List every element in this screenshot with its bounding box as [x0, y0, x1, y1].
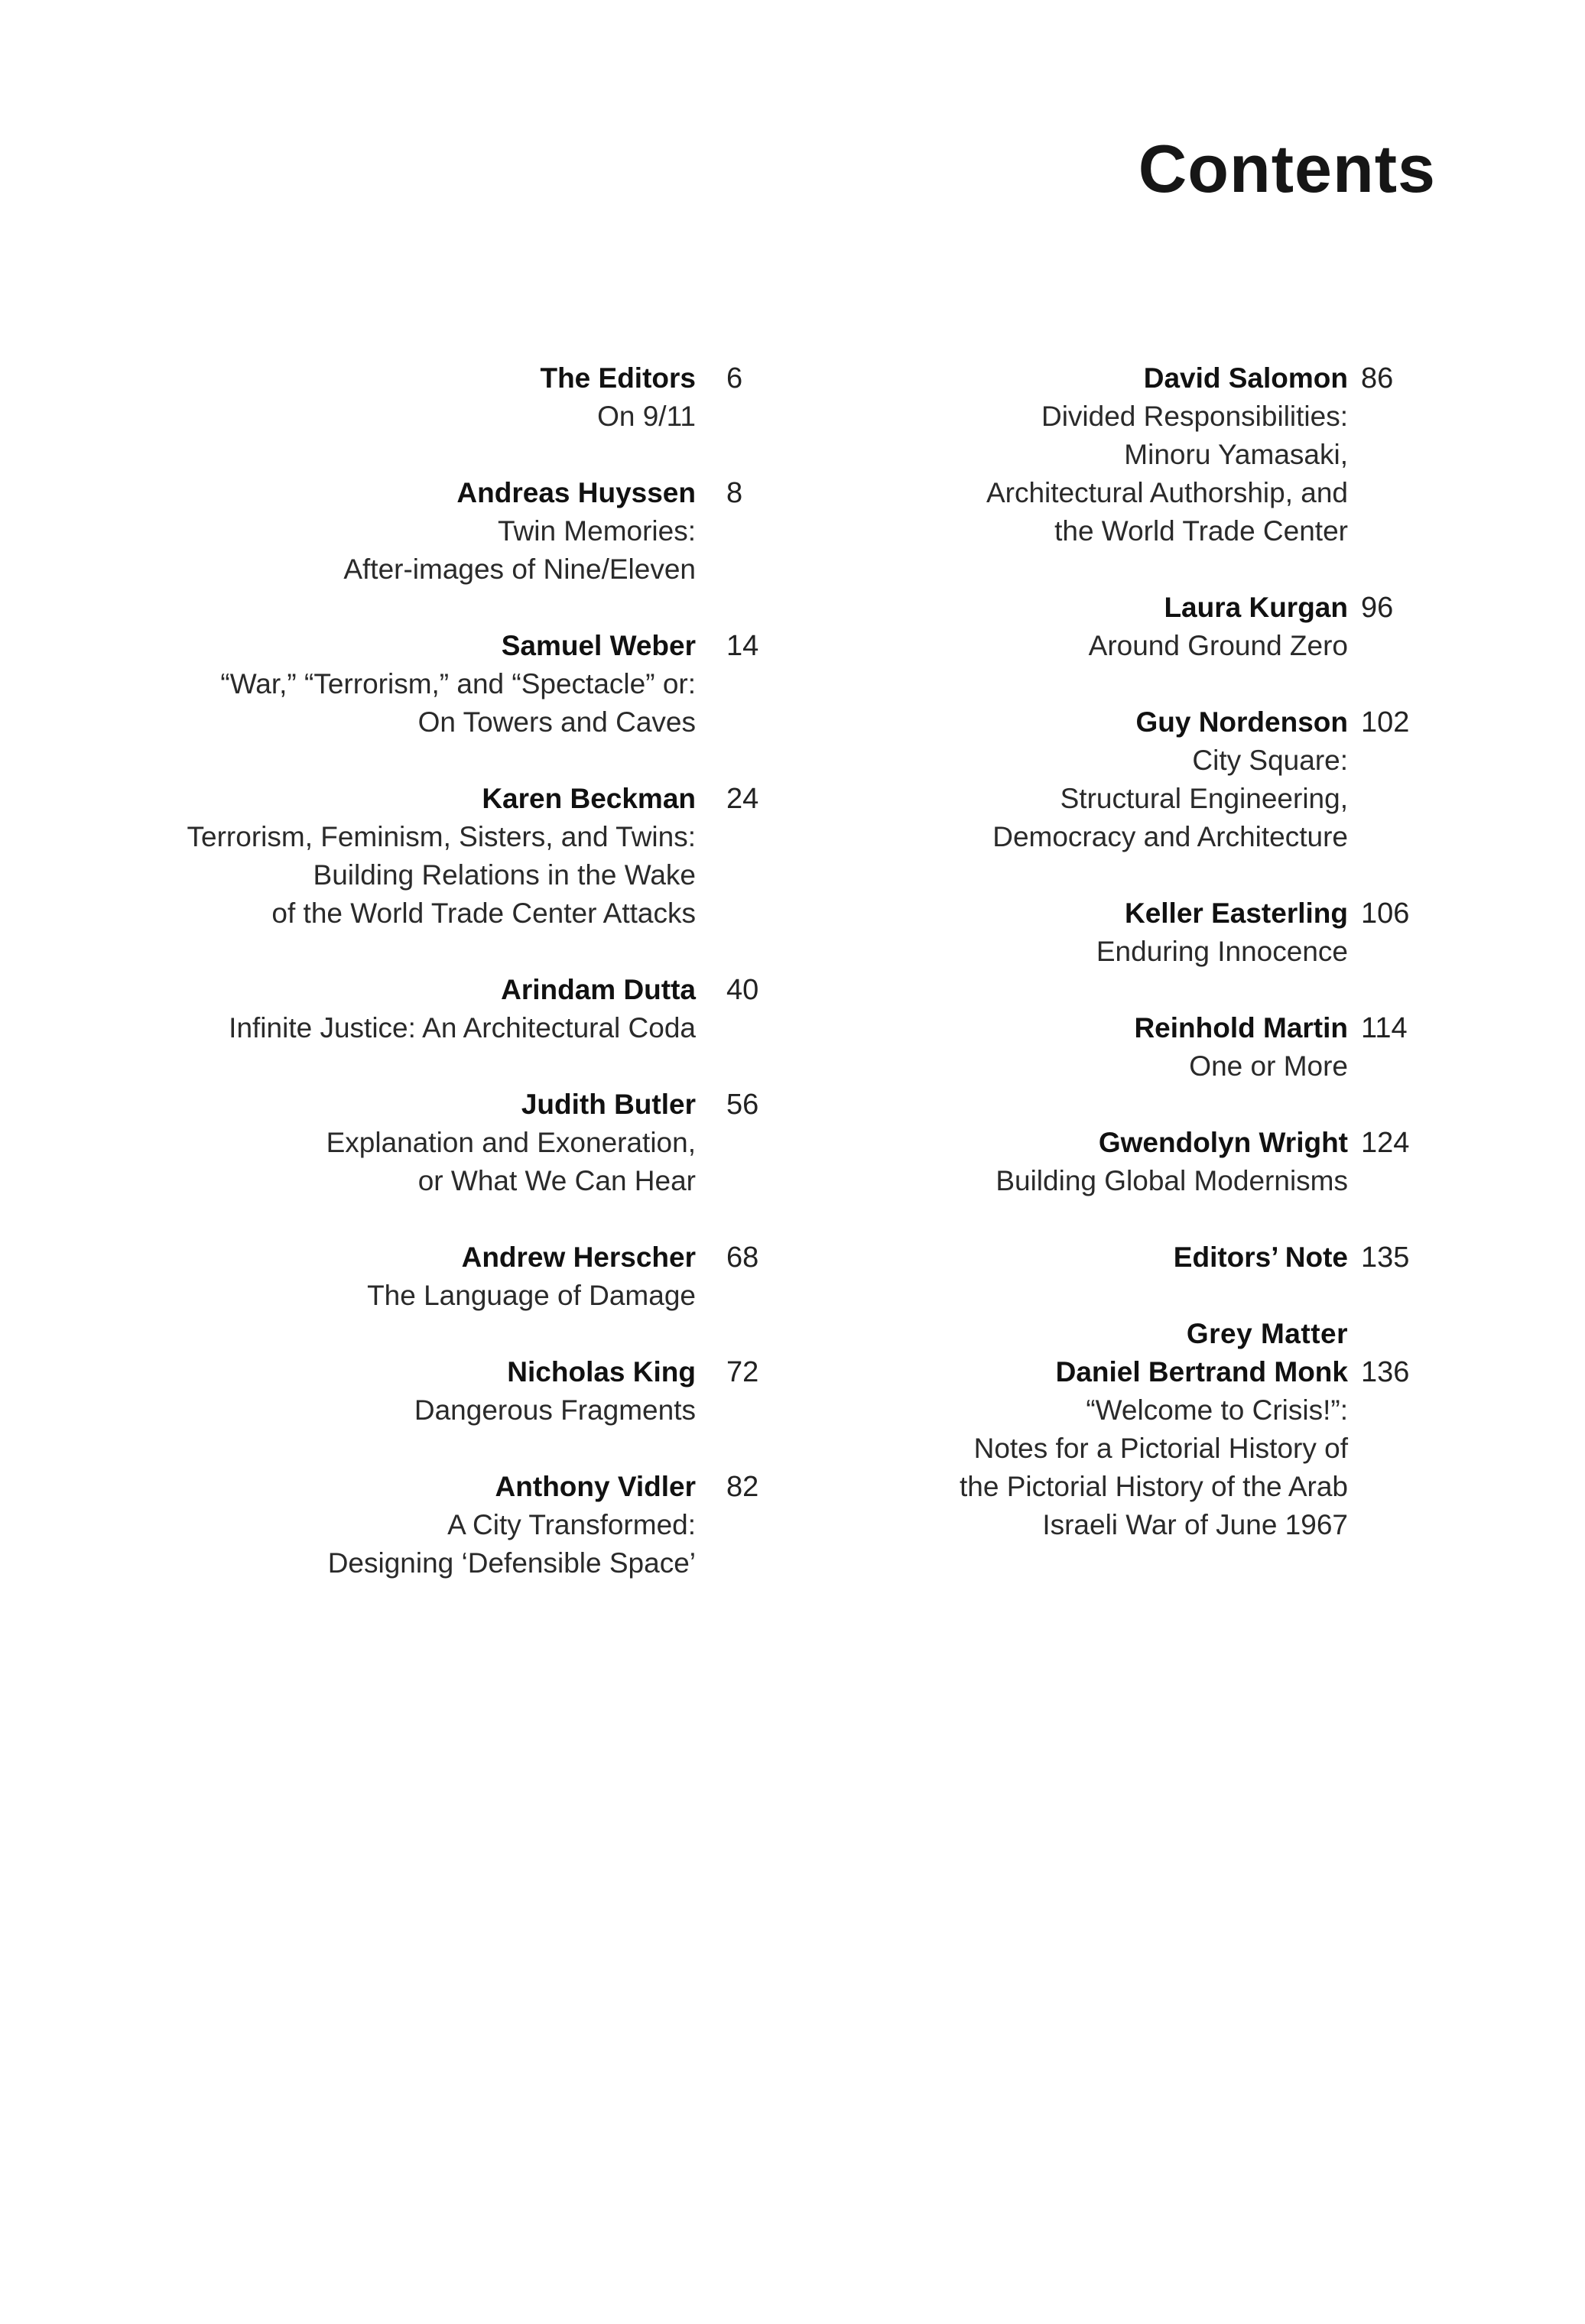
entry-subtitle-line: On Towers and Caves: [417, 706, 696, 738]
entry-author: Andrew Herscher: [461, 1242, 696, 1273]
entry-subtitle-line: Enduring Innocence: [1096, 936, 1348, 967]
entry-subtitle-line: Twin Memories:: [497, 515, 696, 547]
contents-entry: [879, 589, 1460, 665]
entry-text: [879, 589, 1348, 665]
entry-subtitle-line: On 9/11: [597, 401, 696, 432]
entry-subtitle-line: Dangerous Fragments: [414, 1394, 696, 1426]
entry-subtitle-line: “Welcome to Crisis!”:: [1086, 1394, 1348, 1426]
entry-text: [879, 359, 1348, 550]
entry-subtitle-line: of the World Trade Center Attacks: [271, 897, 696, 929]
contents-left-column: [76, 359, 765, 1621]
contents-entry: [879, 703, 1460, 856]
entry-page-number: 56: [726, 1089, 759, 1121]
entry-subtitle-line: “War,” “Terrorism,” and “Spectacle” or:: [220, 668, 696, 699]
entry-author: The Editors: [540, 362, 696, 394]
entry-page-number: 40: [726, 974, 759, 1006]
entry-author: Daniel Bertrand Monk: [1055, 1356, 1348, 1388]
entry-subtitle-line: Infinite Justice: An Architectural Coda: [229, 1012, 696, 1044]
entry-subtitle-line: City Square:: [1192, 745, 1348, 776]
entry-subtitle-line: Israeli War of June 1967: [1042, 1509, 1348, 1540]
entry-author: Editors’ Note: [1173, 1242, 1348, 1273]
entry-author: Samuel Weber: [501, 630, 696, 661]
entry-author: Guy Nordenson: [1135, 706, 1348, 738]
entry-subtitle-line: the World Trade Center: [1054, 515, 1348, 547]
entry-subtitle-line: Building Global Modernisms: [995, 1165, 1348, 1196]
entry-page-number: 135: [1361, 1242, 1410, 1274]
contents-entry: [76, 359, 765, 436]
entry-page-number: 6: [726, 362, 743, 394]
contents-entry: [879, 1238, 1460, 1277]
entry-page-number: 106: [1361, 897, 1410, 930]
entry-page-number: 68: [726, 1242, 759, 1274]
entry-page-number: 72: [726, 1356, 759, 1388]
entry-text: [879, 1315, 1348, 1544]
entry-text: [879, 1124, 1348, 1200]
entry-text: [879, 894, 1348, 971]
entry-subtitle-line: Building Relations in the Wake: [313, 859, 696, 891]
contents-entry: [879, 1124, 1460, 1200]
entry-page-number: 86: [1361, 362, 1394, 394]
entry-text: [879, 1009, 1348, 1086]
series-label: Grey Matter: [1186, 1318, 1348, 1349]
entry-subtitle-line: Explanation and Exoneration,: [326, 1127, 696, 1158]
entry-author: Judith Butler: [521, 1089, 696, 1120]
contents-entry: [76, 1238, 765, 1315]
contents-right-column: [879, 359, 1460, 1582]
entry-subtitle-line: Divided Responsibilities:: [1041, 401, 1348, 432]
entry-author: Anthony Vidler: [495, 1471, 696, 1502]
entry-subtitle-line: Designing ‘Defensible Space’: [327, 1547, 696, 1579]
entry-subtitle-line: the Pictorial History of the Arab: [960, 1471, 1348, 1502]
entry-subtitle-line: Notes for a Pictorial History of: [973, 1433, 1348, 1464]
entry-text: [76, 780, 696, 933]
contents-entry: [879, 359, 1460, 550]
contents-entry: [879, 1315, 1460, 1544]
entry-author: Nicholas King: [507, 1356, 696, 1388]
entry-text: [76, 359, 696, 436]
entry-page-number: 24: [726, 783, 759, 815]
entry-subtitle-line: A City Transformed:: [447, 1509, 696, 1540]
entry-text: [76, 971, 696, 1047]
entry-page-number: 96: [1361, 592, 1394, 624]
entry-subtitle-line: Around Ground Zero: [1088, 630, 1348, 661]
contents-entry: [76, 971, 765, 1047]
entry-text: [76, 1468, 696, 1582]
entry-text: [76, 627, 696, 742]
entry-subtitle-line: After-images of Nine/Eleven: [343, 553, 696, 585]
entry-text: [879, 1238, 1348, 1277]
entry-author: David Salomon: [1143, 362, 1348, 394]
entry-page-number: 8: [726, 477, 743, 509]
entry-subtitle-line: or What We Can Hear: [417, 1165, 696, 1196]
entry-subtitle-line: One or More: [1189, 1050, 1348, 1082]
contents-entry: [879, 894, 1460, 971]
entry-author: Arindam Dutta: [501, 974, 696, 1005]
entry-subtitle-line: Terrorism, Feminism, Sisters, and Twins:: [187, 821, 696, 852]
entry-author: Reinhold Martin: [1134, 1012, 1348, 1044]
entry-page-number: 14: [726, 630, 759, 662]
entry-page-number: 136: [1361, 1356, 1410, 1388]
page-title: Contents: [1138, 131, 1436, 206]
contents-entry: [76, 780, 765, 933]
entry-subtitle-line: Architectural Authorship, and: [986, 477, 1348, 508]
entry-subtitle-line: Structural Engineering,: [1060, 783, 1348, 814]
entry-subtitle-line: The Language of Damage: [367, 1280, 696, 1311]
entry-subtitle-line: Minoru Yamasaki,: [1124, 439, 1348, 470]
entry-text: [76, 1086, 696, 1200]
contents-entry: [76, 1468, 765, 1582]
entry-author: Andreas Huyssen: [456, 477, 696, 508]
contents-entry: [879, 1009, 1460, 1086]
entry-author: Karen Beckman: [482, 783, 696, 814]
entry-page-number: 124: [1361, 1127, 1410, 1159]
entry-text: [879, 703, 1348, 856]
contents-entry: [76, 1086, 765, 1200]
contents-entry: [76, 627, 765, 742]
entry-subtitle-line: Democracy and Architecture: [992, 821, 1348, 852]
entry-author: Laura Kurgan: [1164, 592, 1348, 623]
entry-page-number: 102: [1361, 706, 1410, 738]
contents-entry: [76, 474, 765, 589]
entry-text: [76, 474, 696, 589]
entry-page-number: 82: [726, 1471, 759, 1503]
entry-text: [76, 1238, 696, 1315]
entry-author: Keller Easterling: [1124, 897, 1348, 929]
entry-author: Gwendolyn Wright: [1098, 1127, 1348, 1158]
contents-entry: [76, 1353, 765, 1430]
entry-page-number: 114: [1361, 1012, 1408, 1044]
entry-text: [76, 1353, 696, 1430]
